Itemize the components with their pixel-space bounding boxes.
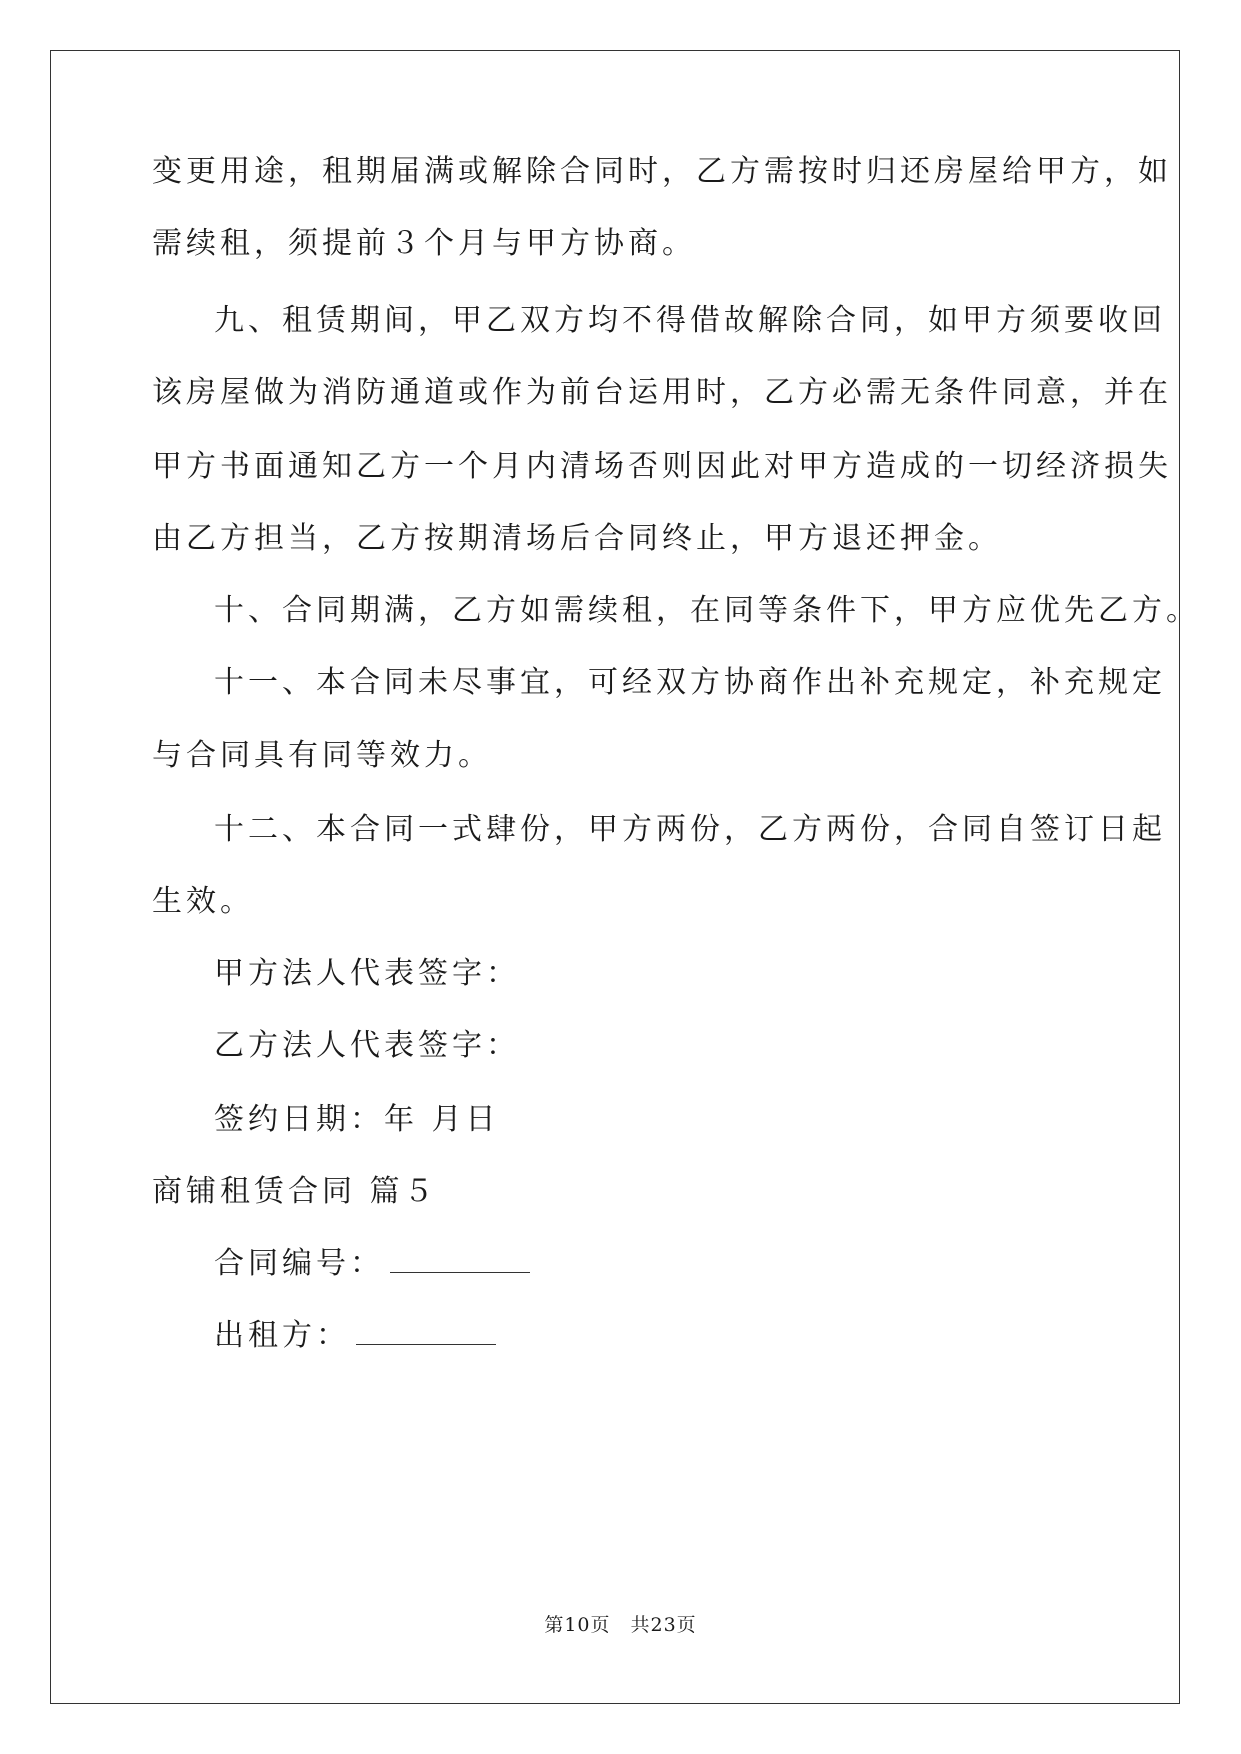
paragraph-line-1: 变更用途，租期届满或解除合同时，乙方需按时归还房屋给甲方，如 bbox=[152, 154, 1172, 189]
page-border bbox=[50, 50, 1180, 1704]
clause-12-line-1: 十二、本合同一式肆份，甲方两份，乙方两份，合同自签订日起 bbox=[214, 812, 1166, 847]
lessor-blank bbox=[356, 1318, 496, 1345]
clause-9-line-4: 由乙方担当，乙方按期清场后合同终止，甲方退还押金。 bbox=[152, 521, 1002, 556]
page-footer bbox=[0, 1612, 1241, 1638]
paragraph-line-2: 需续租，须提前３个月与甲方协商。 bbox=[152, 226, 696, 261]
contract-number-blank bbox=[390, 1246, 530, 1273]
signing-date-label: 签约日期：年 月日 bbox=[214, 1102, 500, 1137]
contract-number-label: 合同编号： bbox=[214, 1246, 384, 1281]
contract-number-row bbox=[214, 1244, 530, 1284]
section-heading: 商铺租赁合同 篇５ bbox=[152, 1174, 438, 1209]
clause-9-line-3: 甲方书面通知乙方一个月内清场否则因此对甲方造成的一切经济损失 bbox=[152, 449, 1172, 484]
clause-11-line-1: 十一、本合同未尽事宜，可经双方协商作出补充规定，补充规定 bbox=[214, 665, 1166, 700]
page-number: 第10页 bbox=[544, 1614, 611, 1636]
party-b-signature-label: 乙方法人代表签字： bbox=[214, 1028, 520, 1063]
clause-9-line-2: 该房屋做为消防通道或作为前台运用时，乙方必需无条件同意，并在 bbox=[152, 375, 1172, 410]
party-a-signature-label: 甲方法人代表签字： bbox=[214, 956, 520, 991]
clause-10-line-1: 十、合同期满，乙方如需续租，在同等条件下，甲方应优先乙方。 bbox=[214, 593, 1200, 628]
lessor-row bbox=[214, 1316, 496, 1356]
clause-11-line-2: 与合同具有同等效力。 bbox=[152, 738, 492, 773]
clause-12-line-2: 生效。 bbox=[152, 884, 254, 919]
page-total: 共23页 bbox=[630, 1614, 697, 1636]
clause-9-line-1: 九、租赁期间，甲乙双方均不得借故解除合同，如甲方须要收回 bbox=[214, 303, 1166, 338]
lessor-label: 出租方： bbox=[214, 1318, 350, 1353]
